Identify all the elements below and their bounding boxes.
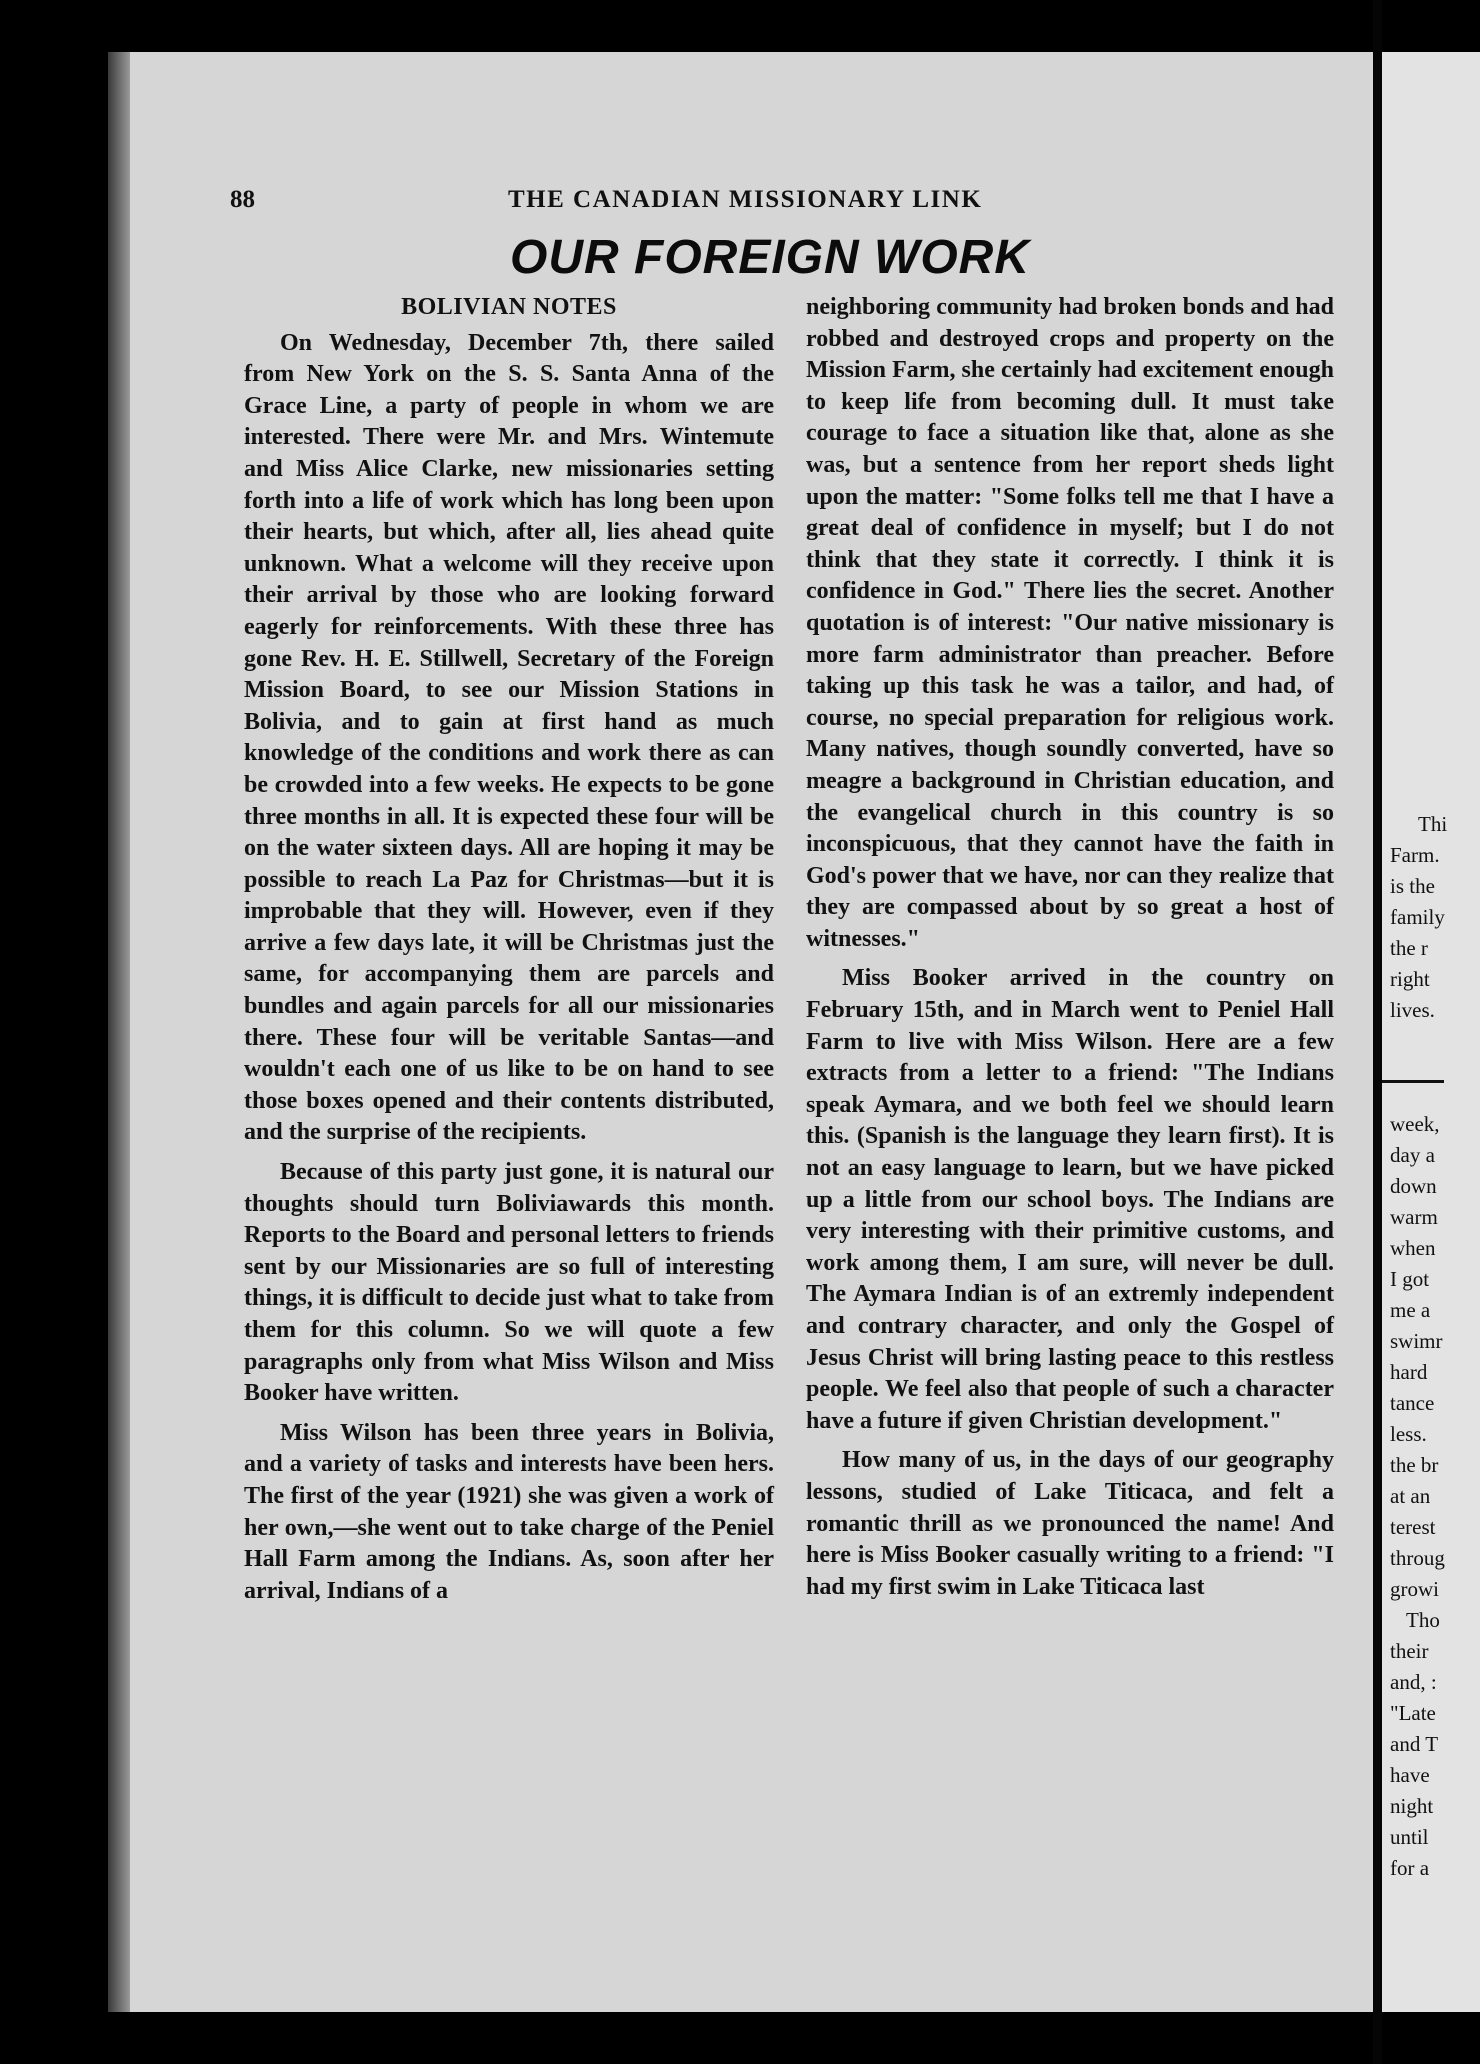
fragment-line: me a: [1390, 1298, 1431, 1322]
fragment-line: swimr: [1390, 1329, 1443, 1353]
article-paragraph: On Wednesday, December 7th, there sailed from New York on the S. S. Santa Anna of the Grace Line, a party of people in whom we are interested. There were Mr. and Mrs. Wintemute and Miss Alice Clarke, new missionaries setting forth into a life of work which has long been upon their hearts, but which, after all, lies ahead quite unknown. What a welcome will they receive upon their arrival by those who are looking forward eagerly for reinforcements. With these three has gone Rev. H. E. Stillwell, Secretary of the Foreign Mission Board, to see our Mission Stations in Bolivia, and to gain at first hand as much knowledge of the conditions and work there as can be crowded into a few weeks. He expects to be gone three months in all. It is expected these four will be on the water sixteen days. All are hoping it may be possible to reach La Paz for Christmas—but it is improbable that they will. However, even if they arrive a few days late, it will be Christmas just the same, for accompanying them are parcels and bundles and again parcels for all our missionaries there. These four will be veritable Santas—and wouldn't each one of us like to be on hand to see those boxes opened and their contents distributed, and the surprise of the recipients.: [244, 329, 774, 1146]
fragment-line: right: [1390, 967, 1430, 991]
page-header: [230, 186, 1290, 220]
next-page-top-fragment: [1390, 812, 1447, 1029]
fragment-line: down: [1390, 1174, 1437, 1198]
article-title: BOLIVIAN NOTES: [401, 294, 617, 320]
binding-shadow: [108, 52, 130, 2012]
fragment-line: Tho: [1406, 1608, 1440, 1632]
fragment-line: night: [1390, 1794, 1434, 1818]
fragment-line: warm: [1390, 1205, 1438, 1229]
page-number: 88: [230, 186, 255, 213]
fragment-line: the br: [1390, 1453, 1439, 1477]
fragment-line: less.: [1390, 1422, 1427, 1446]
article-column-left: [244, 292, 774, 1615]
fragment-line: tance: [1390, 1391, 1435, 1415]
fragment-line: family: [1390, 905, 1445, 929]
article-paragraph: Because of this party just gone, it is natural our thoughts should turn Boliviawards this month. Reports to the Board and personal letters to friends sent by our Missionaries are so full of interesting things, it is difficult to decide just what to take from them for this column. So we will quote a few paragraphs only from what Miss Wilson and Miss Booker have written.: [244, 1159, 774, 1407]
fragment-line: terest: [1390, 1515, 1436, 1539]
fragment-line: throug: [1390, 1546, 1445, 1570]
fragment-line: at an: [1390, 1484, 1431, 1508]
fragment-line: Thi: [1418, 812, 1448, 836]
fragment-line: hard: [1390, 1360, 1428, 1384]
article-column-right: [806, 292, 1334, 1611]
article-paragraph: Miss Wilson has been three years in Bolivia, and a variety of tasks and interests have been hers. The first of the year (1921) she was given a work of her own,—she went out to take charge of the Peniel Hall Farm among the Indians. As, soon after her arrival, Indians of a: [244, 1419, 774, 1604]
fragment-line: Farm.: [1390, 843, 1440, 867]
fragment-line: have: [1390, 1763, 1430, 1787]
fragment-line: until: [1390, 1825, 1429, 1849]
fragment-line: and, :: [1390, 1670, 1437, 1694]
article-paragraph: neighboring community had broken bonds and had robbed and destroyed crops and property on the Mission Farm, she certainly had excitement enough to keep life from becoming dull. It must take courage to face a situation like that, alone as she was, but a sentence from her report sheds light upon the matter: "Some folks tell me that I have a great deal of confidence in myself; but I do not think that they state it correctly. I think it is confidence in God." There lies the secret. Another quotation is of interest: "Our native missionary is more farm administrator than preacher. Before taking up this task he was a tailor, and had, of course, no special preparation for religious work. Many natives, though soundly converted, have so meagre a background in Christian education, and the evangelical church in this country is so inconspicuous, that they cannot have the faith in God's power that we have, nor can they realize that they are compassed about by so great a host of witnesses.": [806, 294, 1334, 952]
fragment-line: when: [1390, 1236, 1436, 1260]
fragment-line: their: [1390, 1639, 1429, 1663]
fragment-line: "Late: [1390, 1701, 1436, 1725]
fragment-line: and T: [1390, 1732, 1439, 1756]
running-head: THE CANADIAN MISSIONARY LINK: [508, 186, 983, 213]
article-paragraph: How many of us, in the days of our geography lessons, studied of Lake Titicaca, and felt a romantic thrill as we pronounced the name! And here is Miss Booker casually writing to a friend: "I had my first swim in Lake Titicaca last: [806, 1447, 1334, 1600]
fragment-line: lives.: [1390, 998, 1435, 1022]
next-page-bottom-fragment: [1390, 1112, 1445, 1887]
fragment-line: day a: [1390, 1143, 1435, 1167]
section-title: OUR FOREIGN WORK: [510, 231, 1030, 284]
page-right-fragment: [1382, 52, 1480, 2012]
article-paragraph: Miss Booker arrived in the country on February 15th, and in March went to Peniel Hall Farm to live with Miss Wilson. Here are a few extracts from a letter to a friend: "The Indians speak Aymara, and we both feel we should learn this. (Spanish is the language they learn first). It is not an easy language to learn, but we have picked up a little from our school boys. The Indians are very interesting with their primitive customs, and work among them, I am sure, will never be dull. The Aymara Indian is of an extremly independent and contrary character, and only the Gospel of Jesus Christ will bring lasting peace to this restless people. We feel also that people of such a character have a future if given Christian development.": [806, 965, 1334, 1434]
section-rule: [1382, 1080, 1444, 1083]
fragment-line: for a: [1390, 1856, 1430, 1880]
fragment-line: I got: [1390, 1267, 1430, 1291]
book-gutter: [1373, 0, 1382, 2064]
fragment-line: week,: [1390, 1112, 1440, 1136]
fragment-line: the r: [1390, 936, 1428, 960]
fragment-line: is the: [1390, 874, 1435, 898]
fragment-line: growi: [1390, 1577, 1439, 1601]
